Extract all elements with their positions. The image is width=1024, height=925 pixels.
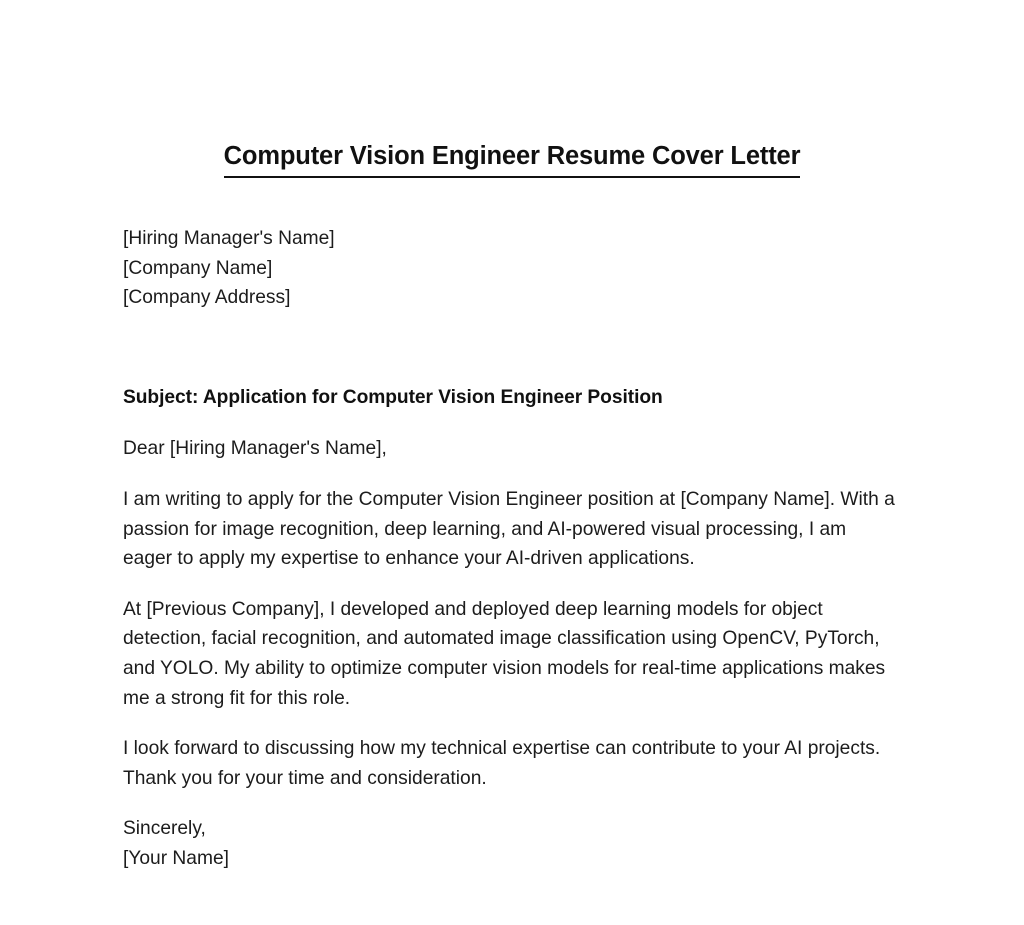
recipient-line-company-name: [Company Name] [123, 257, 273, 279]
recipient-line-hiring-manager: [Hiring Manager's Name] [123, 228, 335, 249]
body-paragraph-1: I am writing to apply for the Computer Vision Engineer position at [Company Name]. With a passion for image recognition, deep learning, and AI-powered visual processing, I am eager to apply my expertise to enhance your AI-driven applications. [123, 488, 895, 570]
letter-body [123, 224, 898, 874]
recipient-line-company-address: [Company Address] [123, 287, 291, 309]
recipient-address-block [123, 224, 898, 313]
page-title [0, 141, 1024, 178]
subject-line: Subject: Application for Computer Vision Engineer Position [123, 386, 663, 408]
body-paragraph-3: I look forward to discussing how my technical expertise can contribute to your AI projects. Thank you for your time and consideration. [123, 738, 881, 789]
closing-block [123, 814, 898, 873]
valediction: Sincerely, [123, 818, 206, 840]
signature-name: [Your Name] [123, 847, 229, 869]
salutation-line: Dear [Hiring Manager's Name], [123, 438, 387, 460]
page-title-text: Computer Vision Engineer Resume Cover Letter [224, 141, 801, 178]
body-paragraph-2: At [Previous Company], I developed and deployed deep learning models for object detection, facial recognition, and automated image classification using OpenCV, PyTorch, and YOLO. My ability to optimize computer vision models for real-time applications makes me a strong fit for this role. [123, 598, 886, 709]
